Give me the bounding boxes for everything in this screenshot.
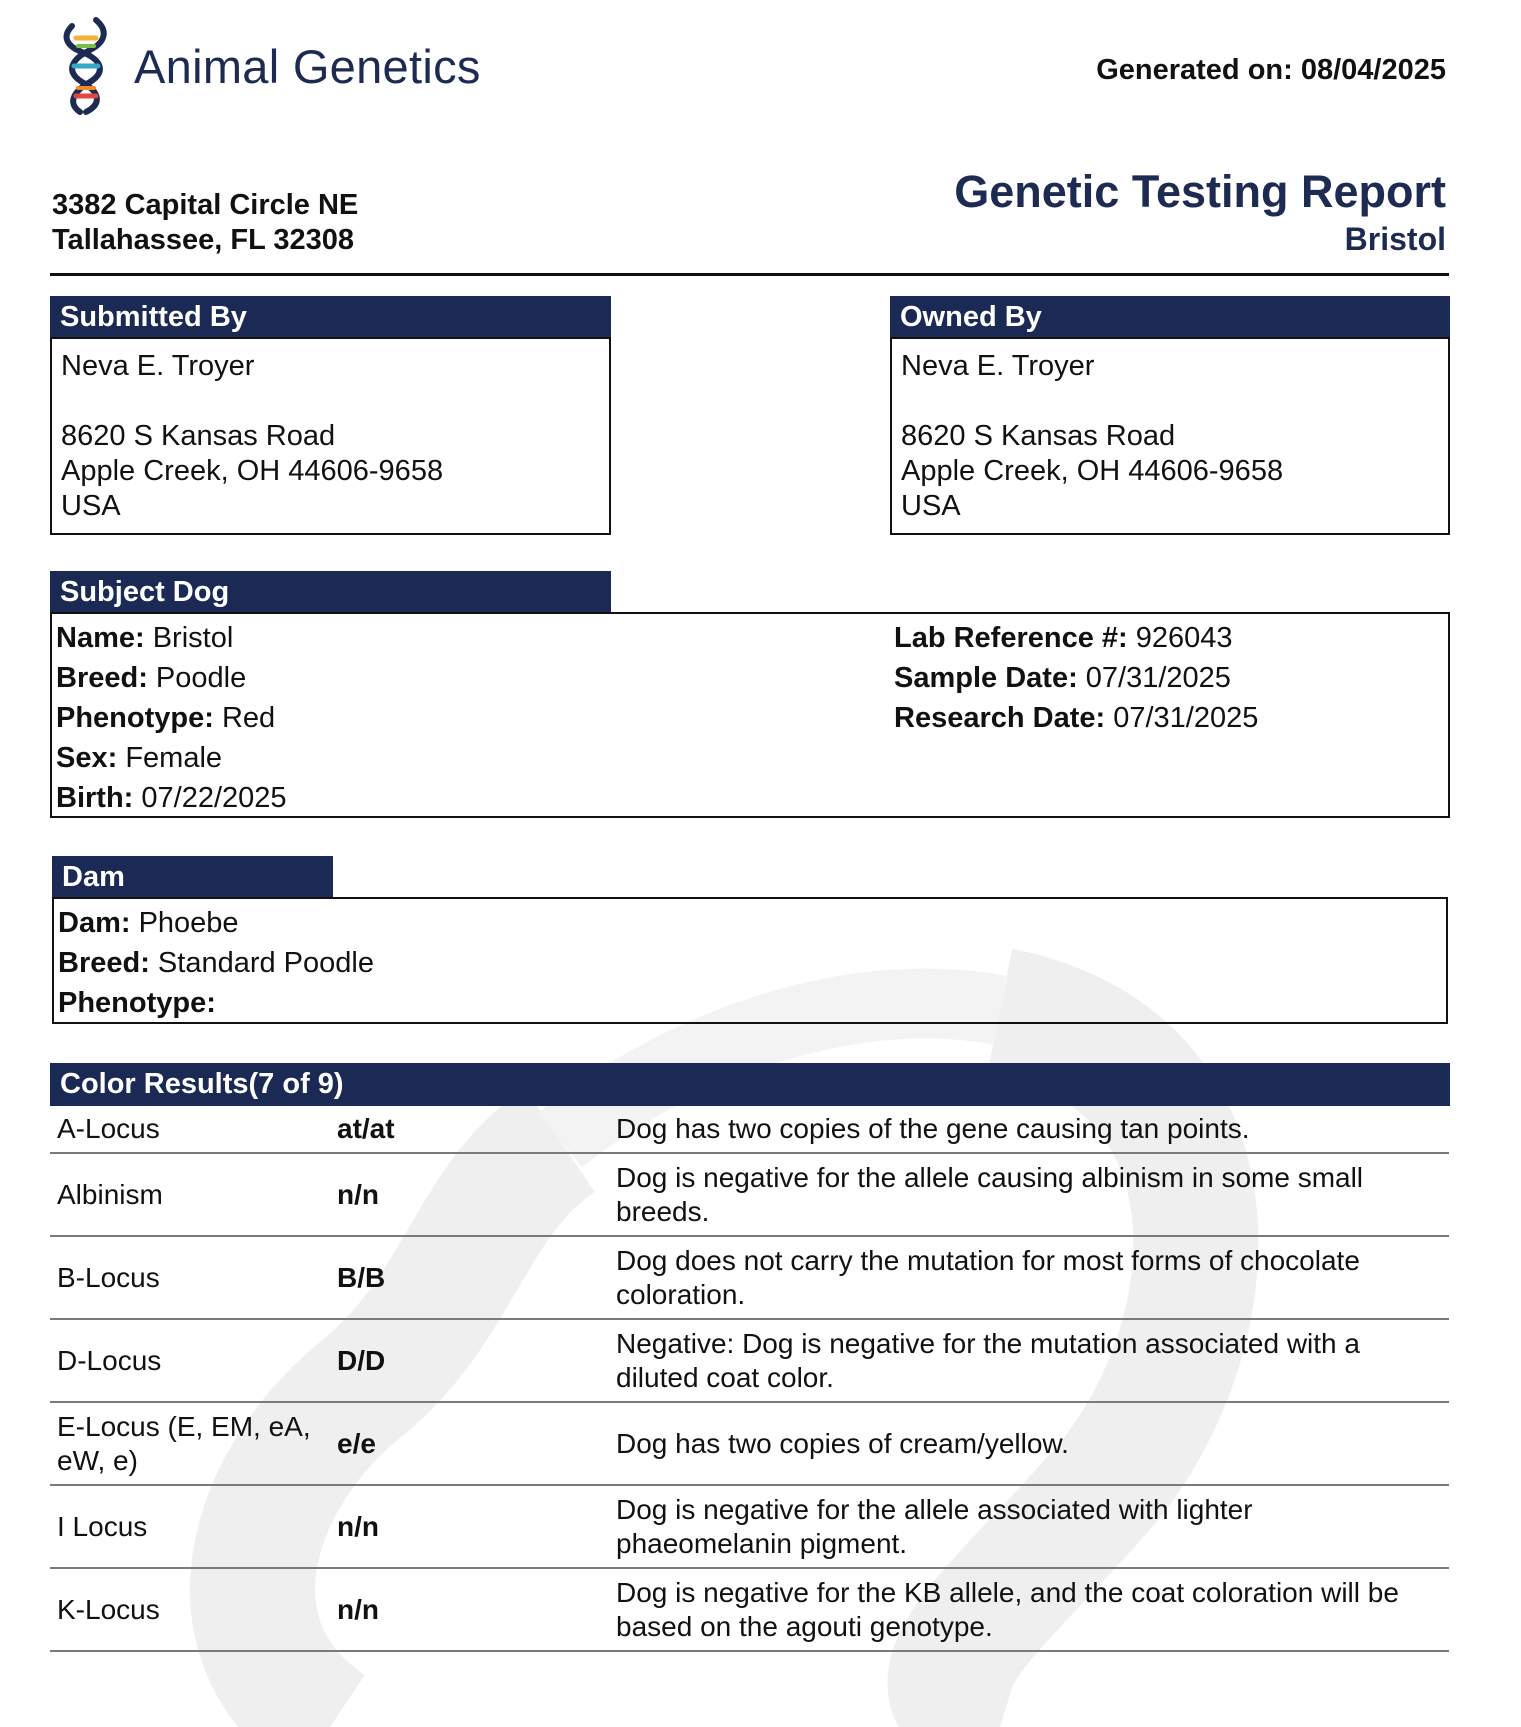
genotype-cell: n/n [337, 1510, 379, 1542]
locus-cell: A-Locus [57, 1113, 160, 1144]
subject-dog-left-fields [56, 618, 287, 818]
color-results-header: Color Results(7 of 9) [50, 1063, 1450, 1106]
description-cell: Dog does not carry the mutation for most forms of chocolate coloration. [616, 1244, 1360, 1310]
table-row [50, 1237, 1449, 1320]
genotype-cell: n/n [337, 1178, 379, 1210]
subject-name-field: Name: Bristol [56, 622, 234, 654]
locus-cell: B-Locus [57, 1261, 160, 1293]
genotype-cell: n/n [337, 1593, 379, 1625]
description-cell: Dog is negative for the KB allele, and the coat coloration will be based on the agouti genotype. [616, 1576, 1399, 1642]
description-cell: Dog has two copies of the gene causing tan points. [616, 1113, 1250, 1144]
lab-reference-field: Lab Reference #: 926043 [894, 622, 1233, 654]
generated-date: Generated on: 08/04/2025 [1096, 54, 1446, 86]
submitted-by-street: 8620 S Kansas Road [61, 420, 336, 452]
dam-name-value: Phoebe [138, 907, 239, 939]
dam-fields [58, 903, 374, 1023]
dam-box [52, 897, 1448, 1024]
description-cell: Negative: Dog is negative for the mutation associated with a diluted coat color. [616, 1327, 1360, 1393]
table-row [50, 1486, 1449, 1569]
description-cell: Dog is negative for the allele causing albinism in some small breeds. [616, 1161, 1364, 1227]
subject-breed-value: Poodle [155, 662, 247, 694]
genotype-cell: D/D [337, 1344, 386, 1376]
table-row [50, 1320, 1449, 1403]
sample-date-value: 07/31/2025 [1085, 662, 1231, 694]
locus-cell: D-Locus [57, 1344, 162, 1376]
locus-cell: I Locus [57, 1510, 148, 1542]
genotype-cell: at/at [337, 1113, 395, 1144]
table-row [50, 1154, 1449, 1237]
genotype-cell: e/e [337, 1427, 376, 1459]
report-title: Genetic Testing Report [954, 166, 1446, 217]
color-results-table [50, 1106, 1449, 1652]
brand-name: Animal Genetics [134, 39, 481, 93]
dam-header: Dam [52, 856, 333, 899]
subject-name-value: Bristol [152, 622, 234, 654]
subject-sex-field: Sex: Female [56, 742, 223, 774]
header-divider [50, 273, 1449, 276]
brand-logo [60, 16, 481, 116]
lab-reference-value: 926043 [1135, 622, 1233, 654]
subject-dog-box [50, 612, 1450, 818]
table-row [50, 1403, 1449, 1486]
owned-by-name: Neva E. Troyer [901, 350, 1095, 382]
sample-date-field: Sample Date: 07/31/2025 [894, 662, 1231, 694]
subject-dog-right-fields [894, 618, 1258, 738]
locus-cell: K-Locus [57, 1593, 160, 1625]
research-date-value: 07/31/2025 [1113, 702, 1259, 734]
table-row [50, 1106, 1449, 1154]
description-cell: Dog has two copies of cream/yellow. [616, 1427, 1069, 1459]
owned-by-country: USA [901, 490, 961, 522]
owned-by-street: 8620 S Kansas Road [901, 420, 1176, 452]
genotype-cell: B/B [337, 1261, 386, 1293]
dam-breed-value: Standard Poodle [157, 947, 374, 979]
report-title-block [954, 166, 1446, 258]
dam-name-field: Dam: Phoebe [58, 907, 239, 939]
owned-by-box [890, 337, 1450, 535]
subject-phenotype-value: Red [221, 702, 276, 734]
submitted-by-header: Submitted By [50, 296, 611, 339]
dam-phenotype-field: Phenotype: [58, 987, 216, 1019]
lab-address [52, 188, 358, 258]
dna-helix-icon [60, 16, 112, 116]
submitted-by-box [50, 337, 611, 535]
lab-address-line-2: Tallahassee, FL 32308 [52, 224, 355, 256]
subject-phenotype-field: Phenotype: Red [56, 702, 276, 734]
subject-sex-value: Female [125, 742, 223, 774]
locus-cell: Albinism [57, 1178, 163, 1210]
report-dog-name: Bristol [1344, 221, 1446, 257]
owned-by-city: Apple Creek, OH 44606-9658 [901, 455, 1284, 487]
lab-address-line-1: 3382 Capital Circle NE [52, 189, 359, 221]
subject-birth-field: Birth: 07/22/2025 [56, 782, 287, 814]
submitted-by-city: Apple Creek, OH 44606-9658 [61, 455, 444, 487]
subject-breed-field: Breed: Poodle [56, 662, 247, 694]
submitted-by-country: USA [61, 490, 121, 522]
description-cell: Dog is negative for the allele associated with lighter phaeomelanin pigment. [616, 1493, 1253, 1559]
submitted-by-name: Neva E. Troyer [61, 350, 255, 382]
subject-dog-header: Subject Dog [50, 571, 611, 614]
research-date-field: Research Date: 07/31/2025 [894, 702, 1259, 734]
locus-cell: E-Locus (E, EM, eA, eW, e) [57, 1410, 311, 1476]
dam-breed-field: Breed: Standard Poodle [58, 947, 374, 979]
subject-birth-value: 07/22/2025 [141, 782, 287, 814]
owned-by-header: Owned By [890, 296, 1450, 339]
table-row [50, 1569, 1449, 1652]
